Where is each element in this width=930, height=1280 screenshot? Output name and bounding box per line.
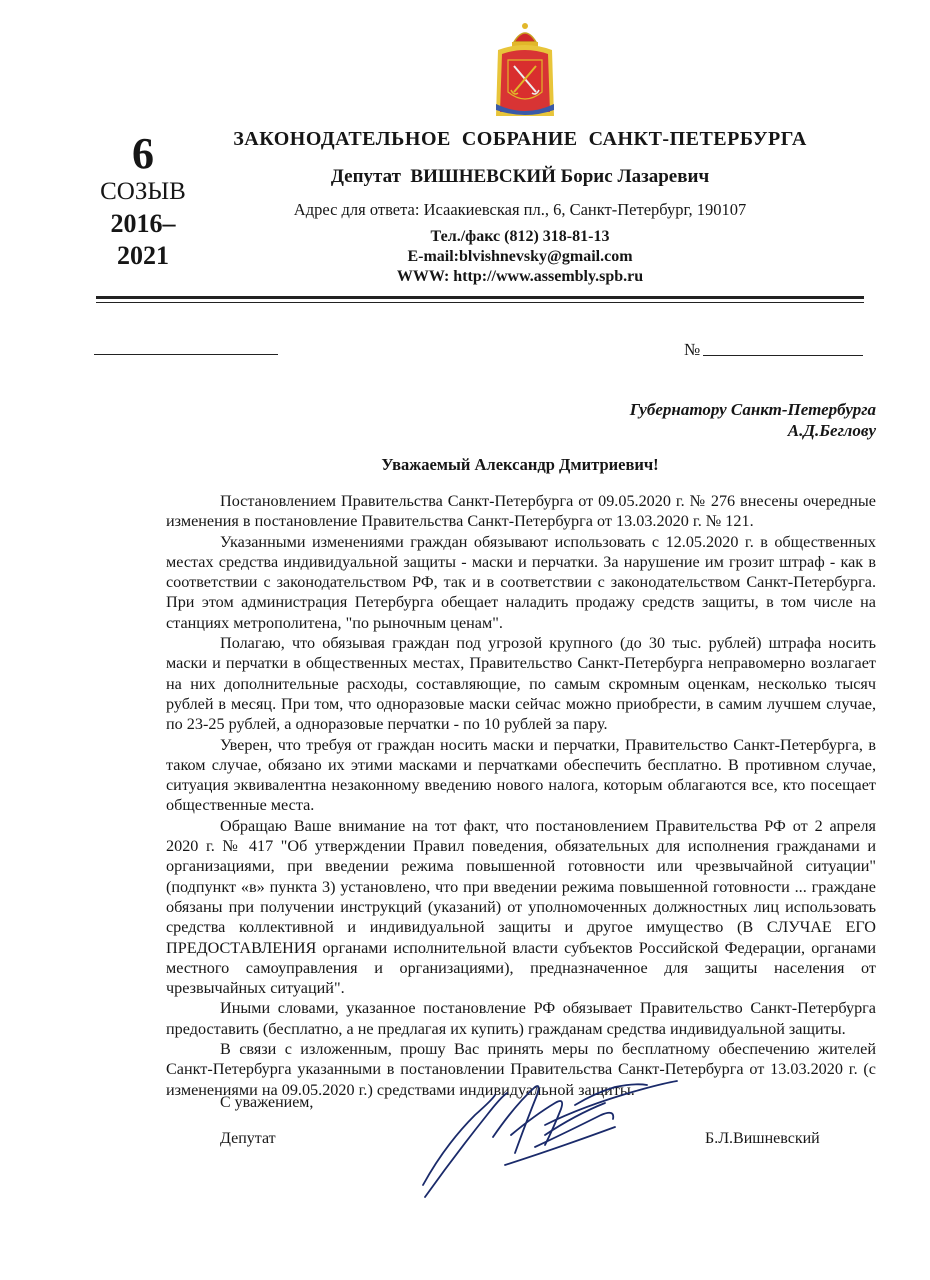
body-paragraph: Обращаю Ваше внимание на тот факт, что постановлением Правительства РФ от 2 апреля 2020 г. № 417 "Об утверждении Правил поведения, обязательных для исполнения гражданами и организациями, при введении режима повышенной готовности или чрезвычайной ситуации" (подпункт «в» пункта 3) установлено, что при введении режима повышенной готовности ... граждане обязаны при получении инструкций (указаний) от уполномоченных должностных лиц использовать средства коллективной и индивидуальной защиты и другое имущество (В СЛУЧАЕ ЕГО ПРЕДОСТАВЛЕНИЯ органами исполнительной власти субъектов Российской Федерации, органами местного самоуправления и организациями), предназначенное для защиты населения от чрезвычайных ситуаций". (166, 816, 876, 998)
letterhead-divider-thin (96, 302, 864, 303)
deputy-name-line: Депутат ВИШНЕВСКИЙ Борис Лазаревич (330, 166, 710, 187)
signer-title: Депутат (220, 1130, 276, 1147)
body-paragraph: Указанными изменениями граждан обязывают использовать с 12.05.2020 г. в общественных местах средства индивидуальной защиты - маски и перчатки. За нарушение им грозит штраф - как в соответствии с законодательством РФ, так и в соответствии с законодательством Санкт-Петербурга. При этом администрация Петербурга обещает наладить продажу средств защиты, в том числе на станциях метрополитена, "по рыночным ценам". (166, 532, 876, 632)
coat-of-arms-emblem (492, 20, 558, 120)
convocation-number: 6 (132, 129, 154, 178)
body-paragraph: Постановлением Правительства Санкт-Петербурга от 09.05.2020 г. № 276 внесены очередные изменения в постановление Правительства Санкт-Петербурга от 13.03.2020 г. № 121. (166, 492, 876, 531)
phone-fax: Тел./факс (812) 318-81-13 (430, 228, 610, 245)
convocation-years-start: 2016– (110, 209, 176, 238)
email-address: E-mail:blvishnevsky@gmail.com (407, 248, 633, 265)
body-paragraph: Полагаю, что обязывая граждан под угрозой крупного (до 30 тыс. рублей) штрафа носить маски и перчатки в общественных местах, Правительство Санкт-Петербурга неправомерно возлагает на них дополнительные расходы, составляющие, по самым скромным оценкам, несколько тысяч рублей в месяц. При том, что одноразовые маски сейчас можно приобрести, в самим лучшем случае, по 23-25 рублей, а одноразовые перчатки - по 10 рублей за пару. (166, 634, 876, 734)
letterhead-divider-thick (96, 296, 864, 299)
letter-body (166, 491, 876, 1100)
reference-number-label: № (684, 340, 701, 359)
body-paragraph: В связи с изложенным, прошу Вас принять меры по бесплатному обеспечению жителей Санкт-Петербурга указанными в постановлении Правительства Санкт-Петербурга от 13.03.2020 г. (с изменениями на 09.05.2020 г.) средствами индивидуальной защиты. (166, 1040, 876, 1099)
signer-name: Б.Л.Вишневский (705, 1130, 820, 1147)
website-url: WWW: http://www.assembly.spb.ru (396, 268, 644, 285)
handwritten-signature (415, 1075, 690, 1205)
convocation-years-end: 2021 (117, 241, 169, 270)
date-blank-line (94, 354, 278, 355)
reply-address: Адрес для ответа: Исаакиевская пл., 6, Санкт-Петербург, 190107 (293, 200, 747, 219)
reference-number-blank-line (703, 355, 863, 356)
addressee-title: Губернатору Санкт-Петербурга (629, 400, 876, 419)
body-paragraph: Иными словами, указанное постановление РФ обязывает Правительство Санкт-Петербурга предоставить (бесплатно, а не предлагая их купить) гражданам средства индивидуальной защиты. (166, 999, 876, 1038)
body-paragraph: Уверен, что требуя от граждан носить маски и перчатки, Правительство Санкт-Петербурга, в таком случае, обязано их этими масками и перчатками обеспечить бесплатно. В противном случае, ситуация эквивалентна незаконному введению нового налога, которым облагаются все, кто посещает общественные места. (166, 735, 876, 815)
convocation-label: СОЗЫВ (100, 178, 186, 205)
organization-name: ЗАКОНОДАТЕЛЬНОЕ СОБРАНИЕ САНКТ-ПЕТЕРБУРГА (233, 128, 807, 150)
closing-phrase: С уважением, (220, 1094, 314, 1111)
letter-greeting: Уважаемый Александр Дмитриевич! (381, 455, 659, 474)
addressee-name: А.Д.Беглову (787, 421, 876, 440)
